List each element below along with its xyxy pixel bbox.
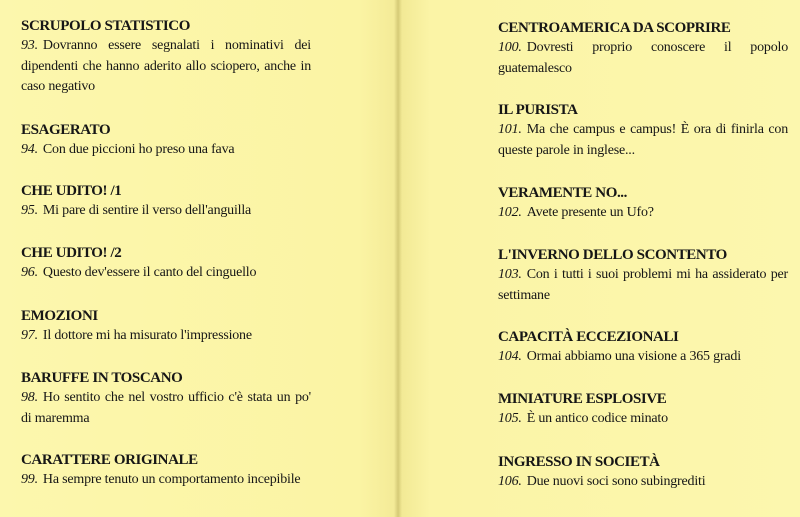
entry-text: Dovranno essere segnalati i nominativi dei dipendenti che hanno aderito allo sciopero, anche in caso negativo xyxy=(21,38,311,94)
entry-text: Questo dev'essere il canto del cinguello xyxy=(42,265,257,280)
entry-title: MINIATURE ESPLOSIVE xyxy=(498,391,667,407)
entry-text: Ma che campus e campus! È ora di finirla con queste parole in inglese... xyxy=(498,122,788,158)
entry-number: 101. xyxy=(498,122,522,137)
entry-title: CENTROAMERICA DA SCOPRIRE xyxy=(498,20,731,36)
entry-95 xyxy=(21,181,311,222)
entry-text-block xyxy=(21,36,311,98)
entry-number: 95. xyxy=(21,203,38,218)
entry-text-block xyxy=(498,472,788,493)
entry-number: 103. xyxy=(498,267,522,282)
entry-97 xyxy=(21,306,311,347)
entry-text: Avete presente un Ufo? xyxy=(526,205,654,220)
entry-102 xyxy=(498,183,788,224)
entry-title: EMOZIONI xyxy=(21,308,98,324)
entry-103 xyxy=(498,245,788,306)
entry-text-block xyxy=(498,203,788,224)
entry-text-block xyxy=(21,263,311,284)
entry-96 xyxy=(21,243,311,284)
entry-title: BARUFFE IN TOSCANO xyxy=(21,370,183,386)
entry-text: Con due piccioni ho preso una fava xyxy=(42,142,235,157)
entry-number: 104. xyxy=(498,349,522,364)
entry-text-block xyxy=(498,409,788,430)
entry-text-block xyxy=(21,388,311,429)
entry-number: 100. xyxy=(498,40,522,55)
entry-text-block xyxy=(498,120,788,161)
entry-title: L'INVERNO DELLO SCONTENTO xyxy=(498,247,727,263)
entry-title: CHE UDITO! /2 xyxy=(21,245,122,261)
book-gutter xyxy=(394,0,402,517)
entry-title: CARATTERE ORIGINALE xyxy=(21,452,198,468)
entry-number: 105. xyxy=(498,411,522,426)
entry-number: 106. xyxy=(498,474,522,489)
entry-text: Con i tutti i suoi problemi mi ha assiderato per settimane xyxy=(498,267,788,303)
entry-title: SCRUPOLO STATISTICO xyxy=(21,18,190,34)
entry-number: 98. xyxy=(21,390,38,405)
entry-text: Dovresti proprio conoscere il popolo guatemalesco xyxy=(498,40,788,76)
entry-number: 96. xyxy=(21,265,38,280)
entry-text-block xyxy=(21,470,311,491)
entry-98 xyxy=(21,368,311,429)
entry-title: ESAGERATO xyxy=(21,122,111,138)
entry-94 xyxy=(21,120,311,161)
entry-number: 97. xyxy=(21,328,38,343)
entry-number: 99. xyxy=(21,472,38,487)
entry-text-block xyxy=(498,265,788,306)
entry-text-block xyxy=(21,140,311,161)
entry-number: 93. xyxy=(21,38,38,53)
entry-105 xyxy=(498,389,788,430)
entry-text: Ho sentito che nel vostro ufficio c'è stata un po' di maremma xyxy=(21,390,311,426)
entry-text: Due nuovi soci sono subingrediti xyxy=(526,474,706,489)
entry-text-block xyxy=(498,38,788,79)
entry-number: 94. xyxy=(21,142,38,157)
entry-text-block xyxy=(498,347,788,368)
entry-text-block xyxy=(21,326,311,347)
entry-title: VERAMENTE NO... xyxy=(498,185,628,201)
entry-99 xyxy=(21,450,311,491)
entry-title: IL PURISTA xyxy=(498,102,578,118)
entry-title: CAPACITÀ ECCEZIONALI xyxy=(498,329,679,345)
entry-93 xyxy=(21,16,311,98)
entry-101 xyxy=(498,100,788,161)
entry-106 xyxy=(498,452,788,493)
entry-text: Ha sempre tenuto un comportamento incepibile xyxy=(42,472,301,487)
entry-100 xyxy=(498,18,788,79)
entry-text: Mi pare di sentire il verso dell'anguilla xyxy=(42,203,252,218)
entry-title: CHE UDITO! /1 xyxy=(21,183,122,199)
entry-104 xyxy=(498,327,788,368)
entry-text: È un antico codice minato xyxy=(526,411,668,426)
entry-text: Ormai abbiamo una visione a 365 gradi xyxy=(526,349,741,364)
entry-text-block xyxy=(21,201,311,222)
entry-text: Il dottore mi ha misurato l'impressione xyxy=(42,328,252,343)
entry-number: 102. xyxy=(498,205,522,220)
entry-title: INGRESSO IN SOCIETÀ xyxy=(498,454,660,470)
